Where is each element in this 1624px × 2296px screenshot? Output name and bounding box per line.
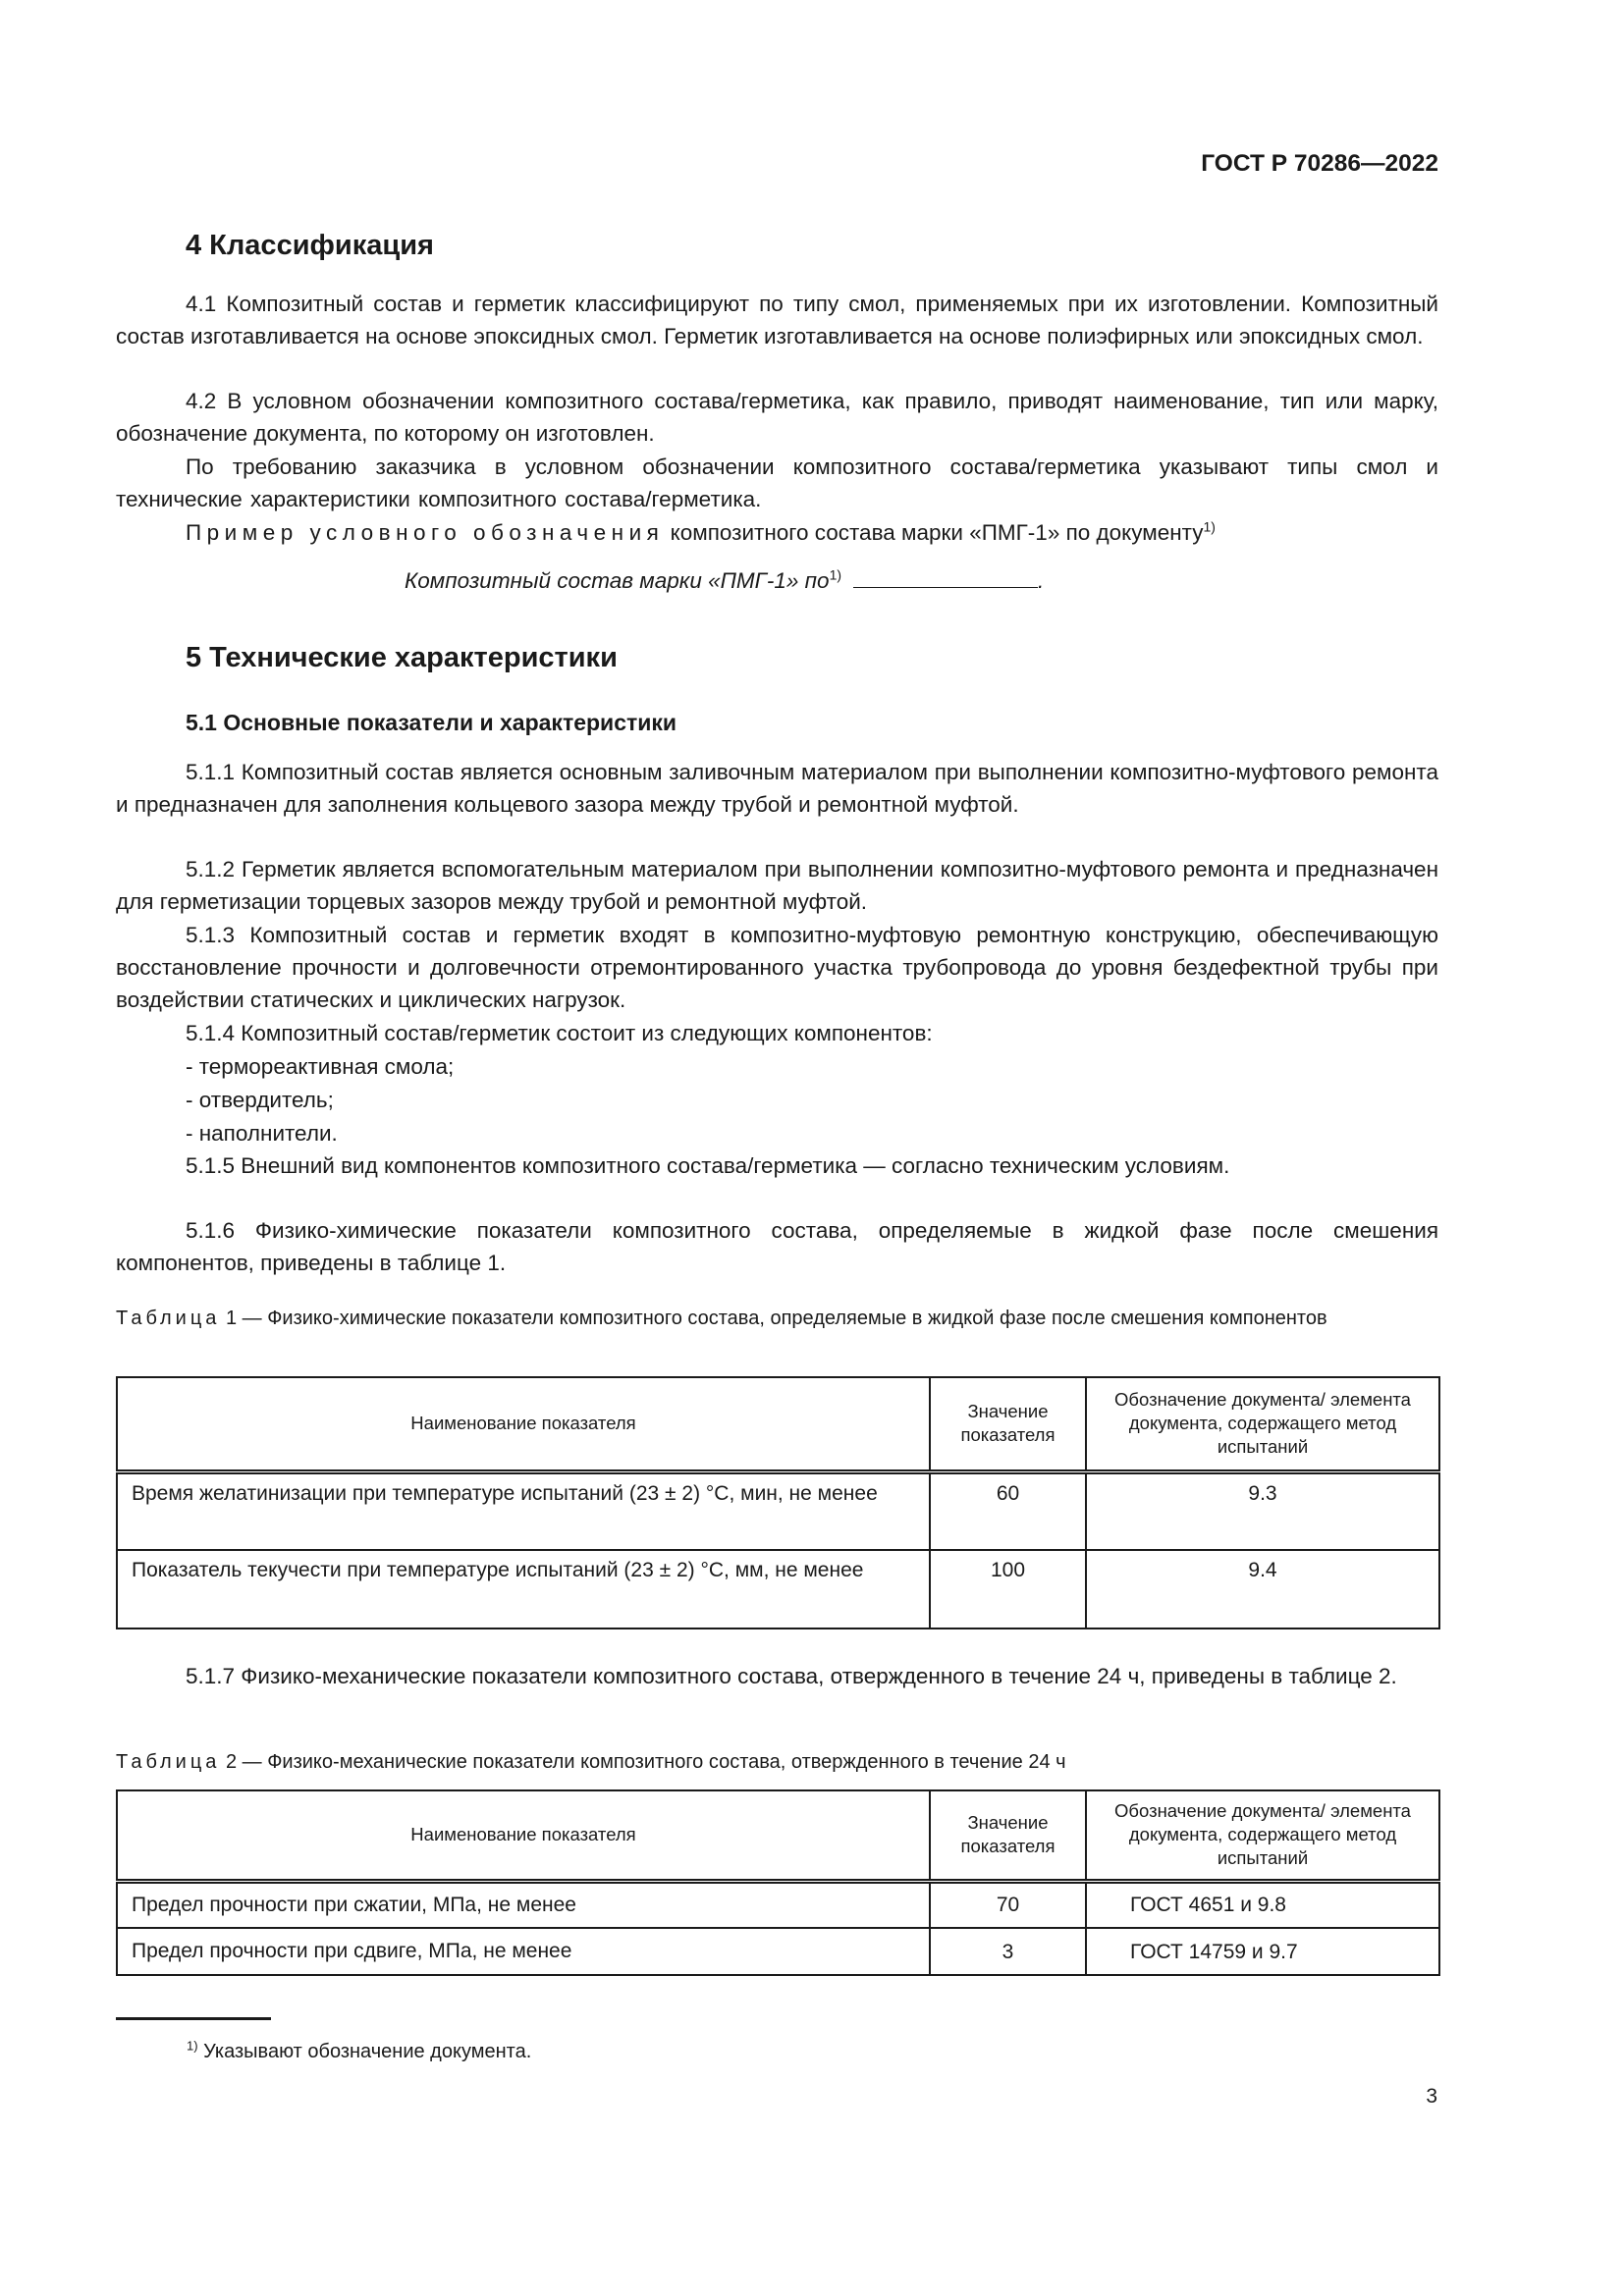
footnote-separator xyxy=(116,2017,271,2020)
paragraph-5-1-6: 5.1.6 Физико-химические показатели композитного состава, определяемые в жидкой фазе после смешения компонентов, приведены в таблице 1. xyxy=(116,1218,1438,1275)
footnote xyxy=(187,2038,531,2065)
cell-value: 70 xyxy=(930,1881,1086,1928)
column-header-value: Значение показателя xyxy=(930,1790,1086,1881)
footnote-ref: 1) xyxy=(829,566,842,583)
cell-method: 9.3 xyxy=(1086,1471,1439,1550)
footnote-marker: 1) xyxy=(187,2038,198,2054)
example-designation xyxy=(405,564,1288,597)
subsection-5-1-title: 5.1 Основные показатели и характеристики xyxy=(186,710,677,735)
cell-name: Предел прочности при сдвиге, МПа, не менее xyxy=(117,1928,930,1975)
period: . xyxy=(1038,568,1045,593)
paragraph-5-1-3: 5.1.3 Композитный состав и герметик входят в композитно-муфтовую ремонтную конструкцию, обеспечивающую восстановление прочности и долговечности отремонтированного участка трубопровода до уровня бездефектной трубы при воздействии статических и циклических нагрузок. xyxy=(116,923,1438,1012)
table-row xyxy=(117,1881,1439,1928)
footnote-ref: 1) xyxy=(1203,518,1216,535)
example-designation-text: Композитный состав марки «ПМГ-1» по xyxy=(405,568,830,593)
section-5-title: 5 Технические характеристики xyxy=(186,642,618,673)
example-paragraph xyxy=(186,516,1438,549)
table-caption-text: 2 — Физико-механические показатели композитного состава, отвержденного в течение 24 ч xyxy=(220,1751,1066,1773)
cell-name: Время желатинизации при температуре испытаний (23 ± 2) °С, мин, не менее xyxy=(117,1471,930,1550)
example-text: композитного состава марки «ПМГ-1» по документу xyxy=(664,520,1204,545)
cell-value: 100 xyxy=(930,1550,1086,1629)
cell-value: 60 xyxy=(930,1471,1086,1550)
list-item: - наполнители. xyxy=(186,1121,338,1146)
table-row xyxy=(117,1550,1439,1629)
paragraph-5-1-2: 5.1.2 Герметик является вспомогательным материалом при выполнении композитно-муфтового ремонта и предназначен для герметизации торцевых зазоров между трубой и ремонтной муфтой. xyxy=(116,857,1438,914)
paragraph-4-1: 4.1 Композитный состав и герметик классифицируют по типу смол, применяемых при их изготовлении. Композитный состав изготавливается на основе эпоксидных смол. Герметик изготавливается на основе полиэфирных или эпоксидных смол. xyxy=(116,292,1438,348)
table-2 xyxy=(116,1789,1440,1976)
cell-name: Предел прочности при сжатии, МПа, не менее xyxy=(117,1881,930,1928)
table-1-caption xyxy=(116,1304,1438,1333)
column-header-name: Наименование показателя xyxy=(117,1790,930,1881)
table-caption-text: 1 — Физико-химические показатели композитного состава, определяемые в жидкой фазе после смешения компонентов xyxy=(220,1308,1327,1329)
page-number: 3 xyxy=(1426,2085,1437,2108)
footnote-text: Указывают обозначение документа. xyxy=(197,2041,532,2062)
example-label: Пример условного обозначения xyxy=(186,520,665,545)
paragraph-5-1-4: 5.1.4 Композитный состав/герметик состоит из следующих компонентов: xyxy=(186,1021,933,1045)
table-header-row xyxy=(117,1790,1439,1881)
cell-value: 3 xyxy=(930,1928,1086,1975)
table-row xyxy=(117,1471,1439,1550)
table-row xyxy=(117,1928,1439,1975)
paragraph-5-1-7: 5.1.7 Физико-механические показатели композитного состава, отвержденного в течение 24 ч, приведены в таблице 2. xyxy=(186,1664,1397,1688)
table-caption-label: Таблица xyxy=(116,1308,221,1329)
cell-method: 9.4 xyxy=(1086,1550,1439,1629)
list-item: - отвердитель; xyxy=(186,1088,334,1112)
paragraph-4-2: 4.2 В условном обозначении композитного состава/герметика, как правило, приводят наименование, тип или марку, обозначение документа, по которому он изготовлен. xyxy=(116,389,1438,446)
column-header-method: Обозначение документа/ элемента документа, содержащего метод испытаний xyxy=(1086,1790,1439,1881)
blank-fill-line xyxy=(853,565,1038,588)
column-header-method: Обозначение документа/ элемента документа, содержащего метод испытаний xyxy=(1086,1377,1439,1471)
column-header-name: Наименование показателя xyxy=(117,1377,930,1471)
components-list xyxy=(186,1050,454,1150)
table-header-row xyxy=(117,1377,1439,1471)
table-2-caption xyxy=(116,1747,1438,1777)
cell-method: ГОСТ 4651 и 9.8 xyxy=(1086,1881,1439,1928)
paragraph-5-1-5: 5.1.5 Внешний вид компонентов композитного состава/герметика — согласно техническим условиям. xyxy=(186,1153,1230,1178)
table-caption-label: Таблица xyxy=(116,1751,221,1773)
cell-name: Показатель текучести при температуре испытаний (23 ± 2) °С, мм, не менее xyxy=(117,1550,930,1629)
section-4-title: 4 Классификация xyxy=(186,230,434,261)
column-header-value: Значение показателя xyxy=(930,1377,1086,1471)
table-1 xyxy=(116,1376,1440,1629)
paragraph-4-2-customer: По требованию заказчика в условном обозначении композитного состава/герметика указывают типы смол и технические характеристики композитного состава/герметика. xyxy=(116,454,1438,511)
document-code-header: ГОСТ Р 70286—2022 xyxy=(1201,150,1438,177)
cell-method: ГОСТ 14759 и 9.7 xyxy=(1086,1928,1439,1975)
paragraph-5-1-1: 5.1.1 Композитный состав является основным заливочным материалом при выполнении композитно-муфтового ремонта и предназначен для заполнения кольцевого зазора между трубой и ремонтной муфтой. xyxy=(116,760,1438,817)
list-item: - термореактивная смола; xyxy=(186,1054,455,1079)
